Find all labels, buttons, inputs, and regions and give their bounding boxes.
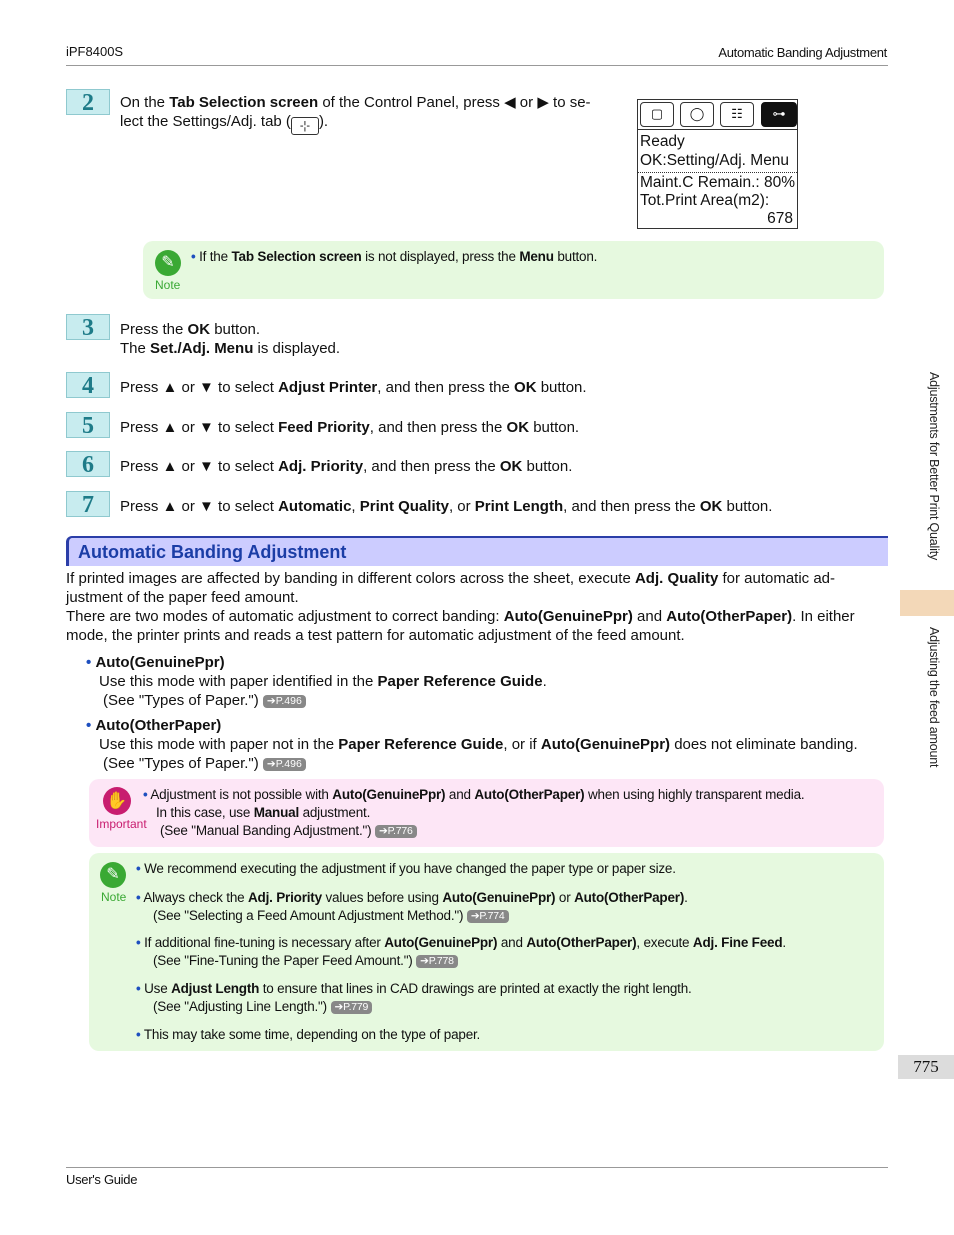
step-number-3: 3 bbox=[66, 314, 110, 340]
list-item-other-paper: • Auto(OtherPaper) Use this mode with paper not in the Paper Reference Guide, or if Auto(GenuinePpr) does not eliminate banding. (See "Types of Paper.") ➔P.496 bbox=[86, 717, 858, 772]
note-item-4: • Use Adjust Length to ensure that lines in CAD drawings are printed at exactly the right length. (See "Adjusting Line Length.") ➔P.779 bbox=[136, 981, 692, 1014]
step-6-text: Press ▲ or ▼ to select Adj. Priority, and then press the OK button. bbox=[120, 458, 573, 475]
side-topic-label: Adjusting the feed amount bbox=[927, 627, 941, 768]
display-maint-remain: Maint.C Remain.: 80% bbox=[640, 174, 796, 191]
note-item-1: • We recommend executing the adjustment if you have changed the paper type or paper size. bbox=[136, 861, 676, 876]
control-panel-display bbox=[637, 99, 798, 229]
step-number-4: 4 bbox=[66, 372, 110, 398]
page-reference-link[interactable]: ➔P.778 bbox=[416, 955, 458, 968]
settings-adj-tab-icon: ⊶ bbox=[761, 102, 797, 127]
note-item-3: • If additional fine-tuning is necessary after Auto(GenuinePpr) and Auto(OtherPaper), execute Adj. Fine Feed. (See "Fine-Tuning the Paper Feed Amount.") ➔P.778 bbox=[136, 935, 786, 968]
page-reference-link[interactable]: ➔P.496 bbox=[263, 695, 306, 708]
settings-adj-tab-icon: -¦- bbox=[291, 117, 319, 135]
step-number-6: 6 bbox=[66, 451, 110, 477]
list-item-genuine-ppr: • Auto(GenuinePpr) Use this mode with paper identified in the Paper Reference Guide. (See "Types of Paper.") ➔P.496 bbox=[86, 654, 547, 709]
step-5-text: Press ▲ or ▼ to select Feed Priority, and then press the OK button. bbox=[120, 419, 580, 436]
step-4-text: Press ▲ or ▼ to select Adjust Printer, and then press the OK button. bbox=[120, 379, 587, 396]
page-reference-link[interactable]: ➔P.779 bbox=[331, 1001, 373, 1014]
note-label: Note bbox=[155, 278, 181, 292]
ink-drop-tab-icon: ◯ bbox=[680, 102, 714, 127]
important-label: Important bbox=[96, 817, 147, 831]
header-model: iPF8400S bbox=[66, 44, 124, 59]
page-reference-link[interactable]: ➔P.774 bbox=[467, 910, 509, 923]
page-reference-link[interactable]: ➔P.496 bbox=[263, 758, 306, 771]
step-number-7: 7 bbox=[66, 491, 110, 517]
note-item-5: • This may take some time, depending on the type of paper. bbox=[136, 1027, 481, 1042]
page-reference-link[interactable]: ➔P.776 bbox=[375, 825, 417, 838]
pencil-note-icon: ✎ bbox=[155, 250, 181, 276]
pencil-note-icon: ✎ bbox=[100, 862, 126, 888]
note-box-2 bbox=[89, 853, 884, 1051]
stop-hand-icon: ✋ bbox=[103, 787, 131, 815]
step-2-text: On the Tab Selection screen of the Control Panel, press ◀ or ▶ to se- lect the Settings/Adj. tab ( -¦- ). bbox=[120, 93, 591, 135]
intro-paragraph: If printed images are affected by banding in different colors across the sheet, execute Adj. Quality for automatic ad- justment of the paper feed amount. There are two modes of automatic adjustment to correct banding: Auto(GenuinePpr) and Auto(OtherPaper). In either mode, the printer prints and reads a test pattern for automatic adjustment of the feed amount. bbox=[66, 570, 855, 644]
section-heading bbox=[66, 536, 888, 566]
header-section: Automatic Banding Adjustment bbox=[718, 45, 887, 60]
step-3-text: Press the OK button. The Set./Adj. Menu is displayed. bbox=[120, 321, 341, 357]
step-7-text: Press ▲ or ▼ to select Automatic, Print Quality, or Print Length, and then press the OK button. bbox=[120, 498, 773, 515]
step-number-5: 5 bbox=[66, 412, 110, 438]
note-label: Note bbox=[101, 890, 127, 904]
display-print-area-value: 678 bbox=[767, 210, 793, 227]
note-text: • If the Tab Selection screen is not displayed, press the Menu button. bbox=[191, 249, 598, 264]
important-box bbox=[89, 779, 884, 847]
note-item-2: • Always check the Adj. Priority values before using Auto(GenuinePpr) or Auto(OtherPaper). (See "Selecting a Feed Amount Adjustment Method.") ➔P.774 bbox=[136, 890, 688, 923]
note-box bbox=[143, 241, 884, 299]
left-arrow-icon: ◀ bbox=[504, 94, 516, 111]
important-text: • Adjustment is not possible with Auto(GenuinePpr) and Auto(OtherPaper) when using highly transparent media. In this case, use Manual adjustment. (See "Manual Banding Adjustment.") ➔P.776 bbox=[143, 787, 805, 838]
page-number: 775 bbox=[898, 1055, 954, 1079]
header-divider bbox=[66, 65, 888, 66]
footer-guide: User's Guide bbox=[66, 1172, 138, 1187]
section-title: Automatic Banding Adjustment bbox=[78, 542, 347, 562]
right-arrow-icon: ▶ bbox=[537, 94, 549, 111]
footer-divider bbox=[66, 1167, 888, 1168]
step-number-2: 2 bbox=[66, 89, 110, 115]
side-tab-marker bbox=[900, 590, 954, 616]
display-print-area-label: Tot.Print Area(m2): bbox=[640, 192, 770, 209]
display-hint: OK:Setting/Adj. Menu bbox=[640, 152, 790, 169]
display-status: Ready bbox=[640, 133, 685, 150]
display-divider bbox=[638, 129, 797, 130]
side-chapter-label: Adjustments for Better Print Quality bbox=[927, 372, 941, 561]
job-list-tab-icon: ☷ bbox=[720, 102, 754, 127]
media-tab-icon: ▢ bbox=[640, 102, 674, 127]
